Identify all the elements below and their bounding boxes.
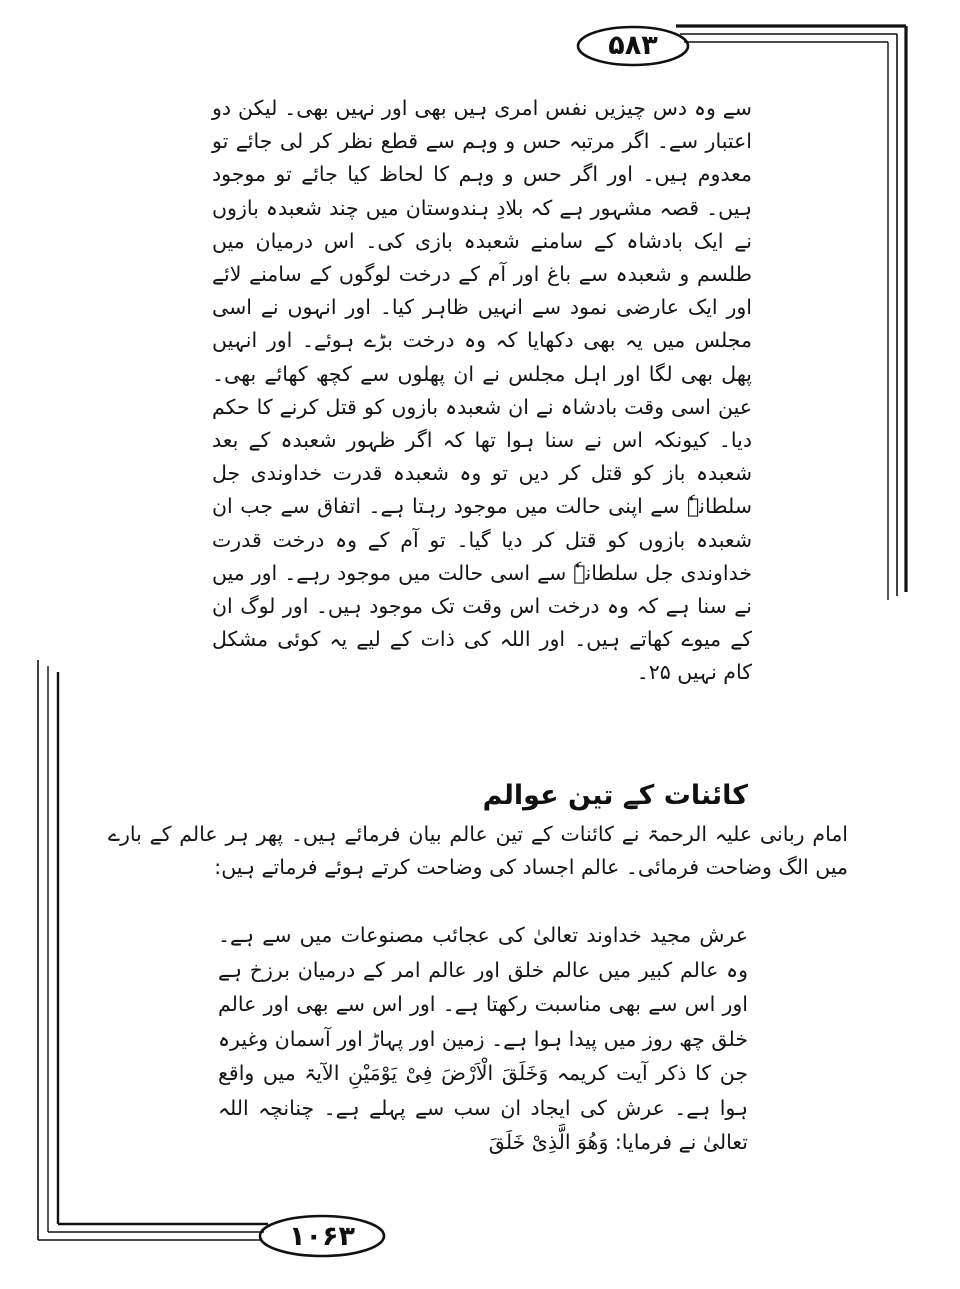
quoted-passage: عرش مجید خداوند تعالیٰ کی عجائب مصنوعات میں سے ہے۔ وہ عالم کبیر میں عالم خلق اور عالم امر کے درمیان برزخ ہے اور اس سے بھی مناسبت رکھتا ہے۔ اور اس سے بھی اور عالم خلق چھ روز میں پیدا ہوا ہے۔ زمین اور پہاڑ اور آسمان وغیرہ جن کا ذکر آیت کریمہ وَخَلَقَ الْاَرْضَ فِیْ یَوْمَیْنِ الآیۃ میں واقع ہوا ہے۔ عرش کی ایجاد ان سب سے پہلے ہے۔ چنانچہ اللہ تعالیٰ نے فرمایا: وَهُوَ الَّذِیْ خَلَقَ bbox=[218, 923, 748, 1154]
bottom-page-number: ۱۰۶۳ bbox=[289, 1221, 355, 1252]
section-heading: کائنات کے تین عوالم bbox=[482, 780, 748, 811]
main-paragraph: سے وہ دس چیزیں نفس امری ہیں بھی اور نہیں بھی۔ لیکن دو اعتبار سے۔ اگر مرتبہ حس و وہم سے قطع نظر کر لی جائے تو معدوم ہیں۔ اور اگر حس و وہم کا لحاظ کیا جائے تو موجود ہیں۔ قصہ مشہور ہے کہ بلادِ ہندوستان میں چند شعبدہ بازوں نے ایک بادشاہ کے سامنے شعبدہ بازی کی۔ اس درمیان میں طلسم و شعبدہ سے باغ اور آم کے درخت لوگوں کے سامنے لائے اور ایک عارضی نمود سے انہیں ظاہر کیا۔ اور انہوں نے اسی مجلس میں یہ بھی دکھایا کہ وہ درخت بڑے ہوئے۔ اور انہیں پھل بھی لگا اور اہل مجلس نے ان پھلوں سے کچھ کھائے بھی۔ عین اسی وقت بادشاہ نے ان شعبدہ بازوں کو قتل کرنے کا حکم دیا۔ کیونکہ اس نے سنا ہوا تھا کہ اگر ظہور شعبدہ کے بعد شعبدہ باز کو قتل کر دیں تو وہ شعبدہ قدرت خداوندی جل سلطانہٗ سے اپنی حالت میں موجود رہتا ہے۔ اتفاق سے جب ان شعبدہ بازوں کو قتل کر دیا گیا۔ تو آم کے وہ درخت قدرت خداوندی جل سلطانہٗ سے اسی حالت میں موجود رہے۔ اور میں نے سنا ہے کہ وہ درخت اس وقت تک موجود ہیں۔ اور لوگ ان کے میوے کھاتے ہیں۔ اور اللہ کی ذات کے لیے یہ کوئی مشکل کام نہیں ۲۵۔ bbox=[212, 96, 752, 685]
top-page-number: ۵۸۳ bbox=[608, 30, 658, 61]
section-intro-paragraph: امام ربانی علیہ الرحمۃ نے کائنات کے تین عالم بیان فرمائے ہیں۔ پھر ہر عالم کے بارے میں الگ وضاحت فرمائی۔ عالم اجساد کی وضاحت کرتے ہوئے فرماتے ہیں: bbox=[108, 822, 848, 879]
